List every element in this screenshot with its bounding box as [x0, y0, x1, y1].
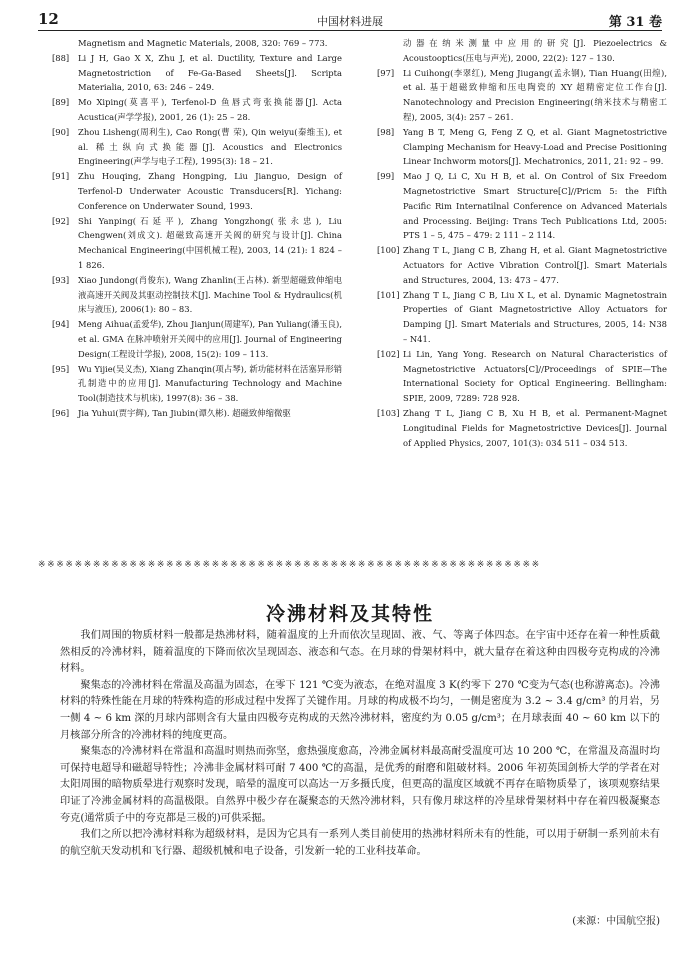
reference-101: [101] Zhang T L, Jiang C B, Liu X L, et al. Dynamic Magnetostrain Properties of Giant Magnetostrictive Alloy Actuators for Damping [J]. Smart Materials and Structures, 2005, 14: N38 – N41.	[377, 289, 667, 344]
journal-title: 中国材料进展	[317, 15, 383, 28]
reference-column-left	[52, 36, 342, 421]
section-separator: ※※※※※※※※※※※※※※※※※※※※※※※※※※※※※※※※※※※※※※※※※※※※※※※※※※※※※※※	[38, 560, 541, 570]
reference-103: [103] Zhang T L, Jiang C B, Xu H B, et al. Permanent-Magnet Longitudinal Fields for Magnetostrictive Devices[J]. Journal of Applied Physics, 2007, 101(3): 034 511 – 034 513.	[377, 407, 667, 448]
article-paragraph: 聚集态的冷沸材料在常温和高温时则热而弥坚，愈热强度愈高，冷沸金属材料最高耐受温度可达 10 200 ℃，在常温及高温时均可保持电超导和磁超导特性；冷沸非金属材料可耐 7 400 ℃的高温，是优秀的耐磨和阻破材料。2006 年初英国剑桥大学的学者在对太阳周围的暗物质晕进行观察时发现，暗晕的温度可以高达一万多摄氏度，但更高的温度区域就不再存在暗物质晕了，该项观察结果印证了冷沸金属材料的高温极限。自然界中极少存在凝聚态的天然冷沸材料，只有像月球这样的冷星球骨架材料中存在着四极凝聚态夸克(通常质子中的夸克都是三极的)可供采掘。	[60, 746, 660, 824]
reference-continuation: Magnetism and Magnetic Materials, 2008, 320: 769 – 773.	[78, 38, 328, 48]
reference-94: [94] Meng Aihua(孟爱华), Zhou Jianjun(周建军), Pan Yuliang(潘玉良), et al. GMA 在脉冲喷射开关阀中的应用[J]. Journal of Engineering Design(工程设计学报), 2008, 15(2): 109 – 113.	[52, 319, 342, 359]
article-title: 冷沸材料及其特性	[265, 602, 434, 625]
reference-99: [99] Mao J Q, Li C, Xu H B, et al. On Control of Six Freedom Magnetostrictive Smart Structure[C]//Pricm 5: the Fifth Pacific Rim Internatilnal Conference on Advanced Materials and Processing. Beijing: Trans Tech Publications Ltd, 2005: PTS 1 – 5, 475 – 479: 2 111 – 2 114.	[377, 171, 667, 241]
page-number: 12	[38, 10, 59, 28]
reference-continuation: 动器在纳米测量中应用的研究[J]. Piezoelectrics & Acoustooptics(压电与声光), 2000, 22(2): 127 – 130.	[403, 38, 667, 63]
article-body	[60, 628, 660, 860]
reference-96: [96] Jia Yuhui(贾宇辉), Tan Jiubin(谭久彬). 超磁致伸缩微驱	[52, 407, 291, 418]
reference-97: [97] Li Cuihong(李翠红), Meng Jiugang(孟永钢), Tian Huang(田煌), et al. 基于超磁致伸缩和压电陶瓷的 XY 超精密定位工作台[J]. Nanotechnology and Precision Engineering(纳米技术与精密工程), 2005, 3(4): 257 – 261.	[377, 67, 667, 122]
reference-100: [100] Zhang T L, Jiang C B, Zhang H, et al. Giant Magnetostrictive Actuators for Active Vibration Control[J]. Smart Materials and Structures, 2004, 13: 473 – 477.	[377, 245, 667, 285]
reference-89: [89] Mo Xiping(莫喜平), Terfenol-D 鱼唇式弯张换能器[J]. Acta Acustica(声学学报), 2001, 26 (1): 25 – 28.	[52, 97, 342, 122]
header-rule	[38, 30, 662, 31]
reference-92: [92] Shi Yanping(石延平), Zhang Yongzhong(张永忠), Liu Chengwen(刘成文). 超磁致高速开关阀的研究与设计[J]. China Mechanical Engineering(中国机械工程), 2003, 14 (21): 1 824 – 1 826.	[52, 215, 342, 270]
reference-90: [90] Zhou Lisheng(周利生), Cao Rong(曹 荣), Qin weiyu(秦维玉), et al. 稀土纵向式换能器[J]. Acoustics and Electronics Engineering(声学与电子工程), 1995(3): 18 – 21.	[52, 126, 342, 167]
reference-95: [95] Wu Yijie(吴义杰), Xiang Zhanqin(项占琴), 新功能材料在活塞异形销孔制造中的应用[J]. Manufacturing Technology and Machine Tool(制造技术与机床), 1997(8): 36 – 38.	[52, 363, 342, 404]
reference-98: [98] Yang B T, Meng G, Feng Z Q, et al. Giant Magnetostrictive Clamping Mechanism for Heavy-Load and Precise Positioning Linear Inchworm motors[J]. Mechatronics, 2011, 21: 92 – 99.	[377, 126, 667, 167]
reference-88: [88] Li J H, Gao X X, Zhu J, et al. Ductility, Texture and Large Magnetostriction of Fe-Ga-Based Sheets[J]. Scripta Materialia, 2010, 63: 246 – 249.	[52, 52, 342, 93]
article-paragraph: 聚集态的冷沸材料在常温及高温为固态，在零下 121 ℃变为液态，在绝对温度 3 K(约零下 270 ℃变为气态(也称游离态)。冷沸材料的特殊性能在月球的特殊构造的形成过程中发挥了关键作用。月球的构成极不均匀，一侧是密度为 3.2 ~ 3.4 g/cm³ 的月岩，另一侧 4 ~ 6 km 深的月球内部则含有大量由四极夸克构成的天然冷沸材料，密度约为 0.05 g/cm³；在月球表面 40 ~ 60 km 以下的月核部分所含的冷沸材料的纯度更高。	[60, 679, 660, 741]
article-paragraph: 我们周围的物质材料一般都是热沸材料，随着温度的上升而依次呈现固、液、气、等离子体四态。在宇宙中还存在着一种性质截然相反的冷沸材料，随着温度的下降而依次呈现固态、液态和气态。在月球的骨架材料中，就大量存在着这种由四极夸克构成的冷沸材料。	[60, 630, 660, 675]
reference-91: [91] Zhu Houqing, Zhang Hongping, Liu Jianguo, Design of Terfenol-D Underwater Acoustic Transducers[R]. Yichang: Conference on Underwater Sound, 1993.	[52, 171, 342, 211]
article-paragraph: 我们之所以把冷沸材料称为超级材料，是因为它具有一系列人类目前使用的热沸材料所未有的性能，可以用于研制一系列前未有的航空航天发动机和飞行器、超级机械和电子设备，引发新一轮的工业科技革命。	[60, 829, 660, 857]
article-source: (来源：中国航空报)	[572, 916, 660, 927]
volume-label: 第 31 卷	[608, 15, 662, 30]
reference-102: [102] Li Lin, Yang Yong. Research on Natural Characteristics of Magnetostrictive Actuators[C]//Proceedings of SPIE—The International Society for Optical Engineering. Bellingham: SPIE, 2009, 7289: 728 928.	[377, 348, 667, 404]
page-header	[38, 6, 662, 36]
reference-column-right	[377, 36, 667, 450]
reference-93: [93] Xiao Jundong(肖俊东), Wang Zhanlin(王占林). 新型超磁致伸缩电液高速开关阀及其驱动控制技术[J]. Machine Tool & Hydraulics(机床与液压), 2006(1): 80 – 83.	[52, 274, 342, 315]
